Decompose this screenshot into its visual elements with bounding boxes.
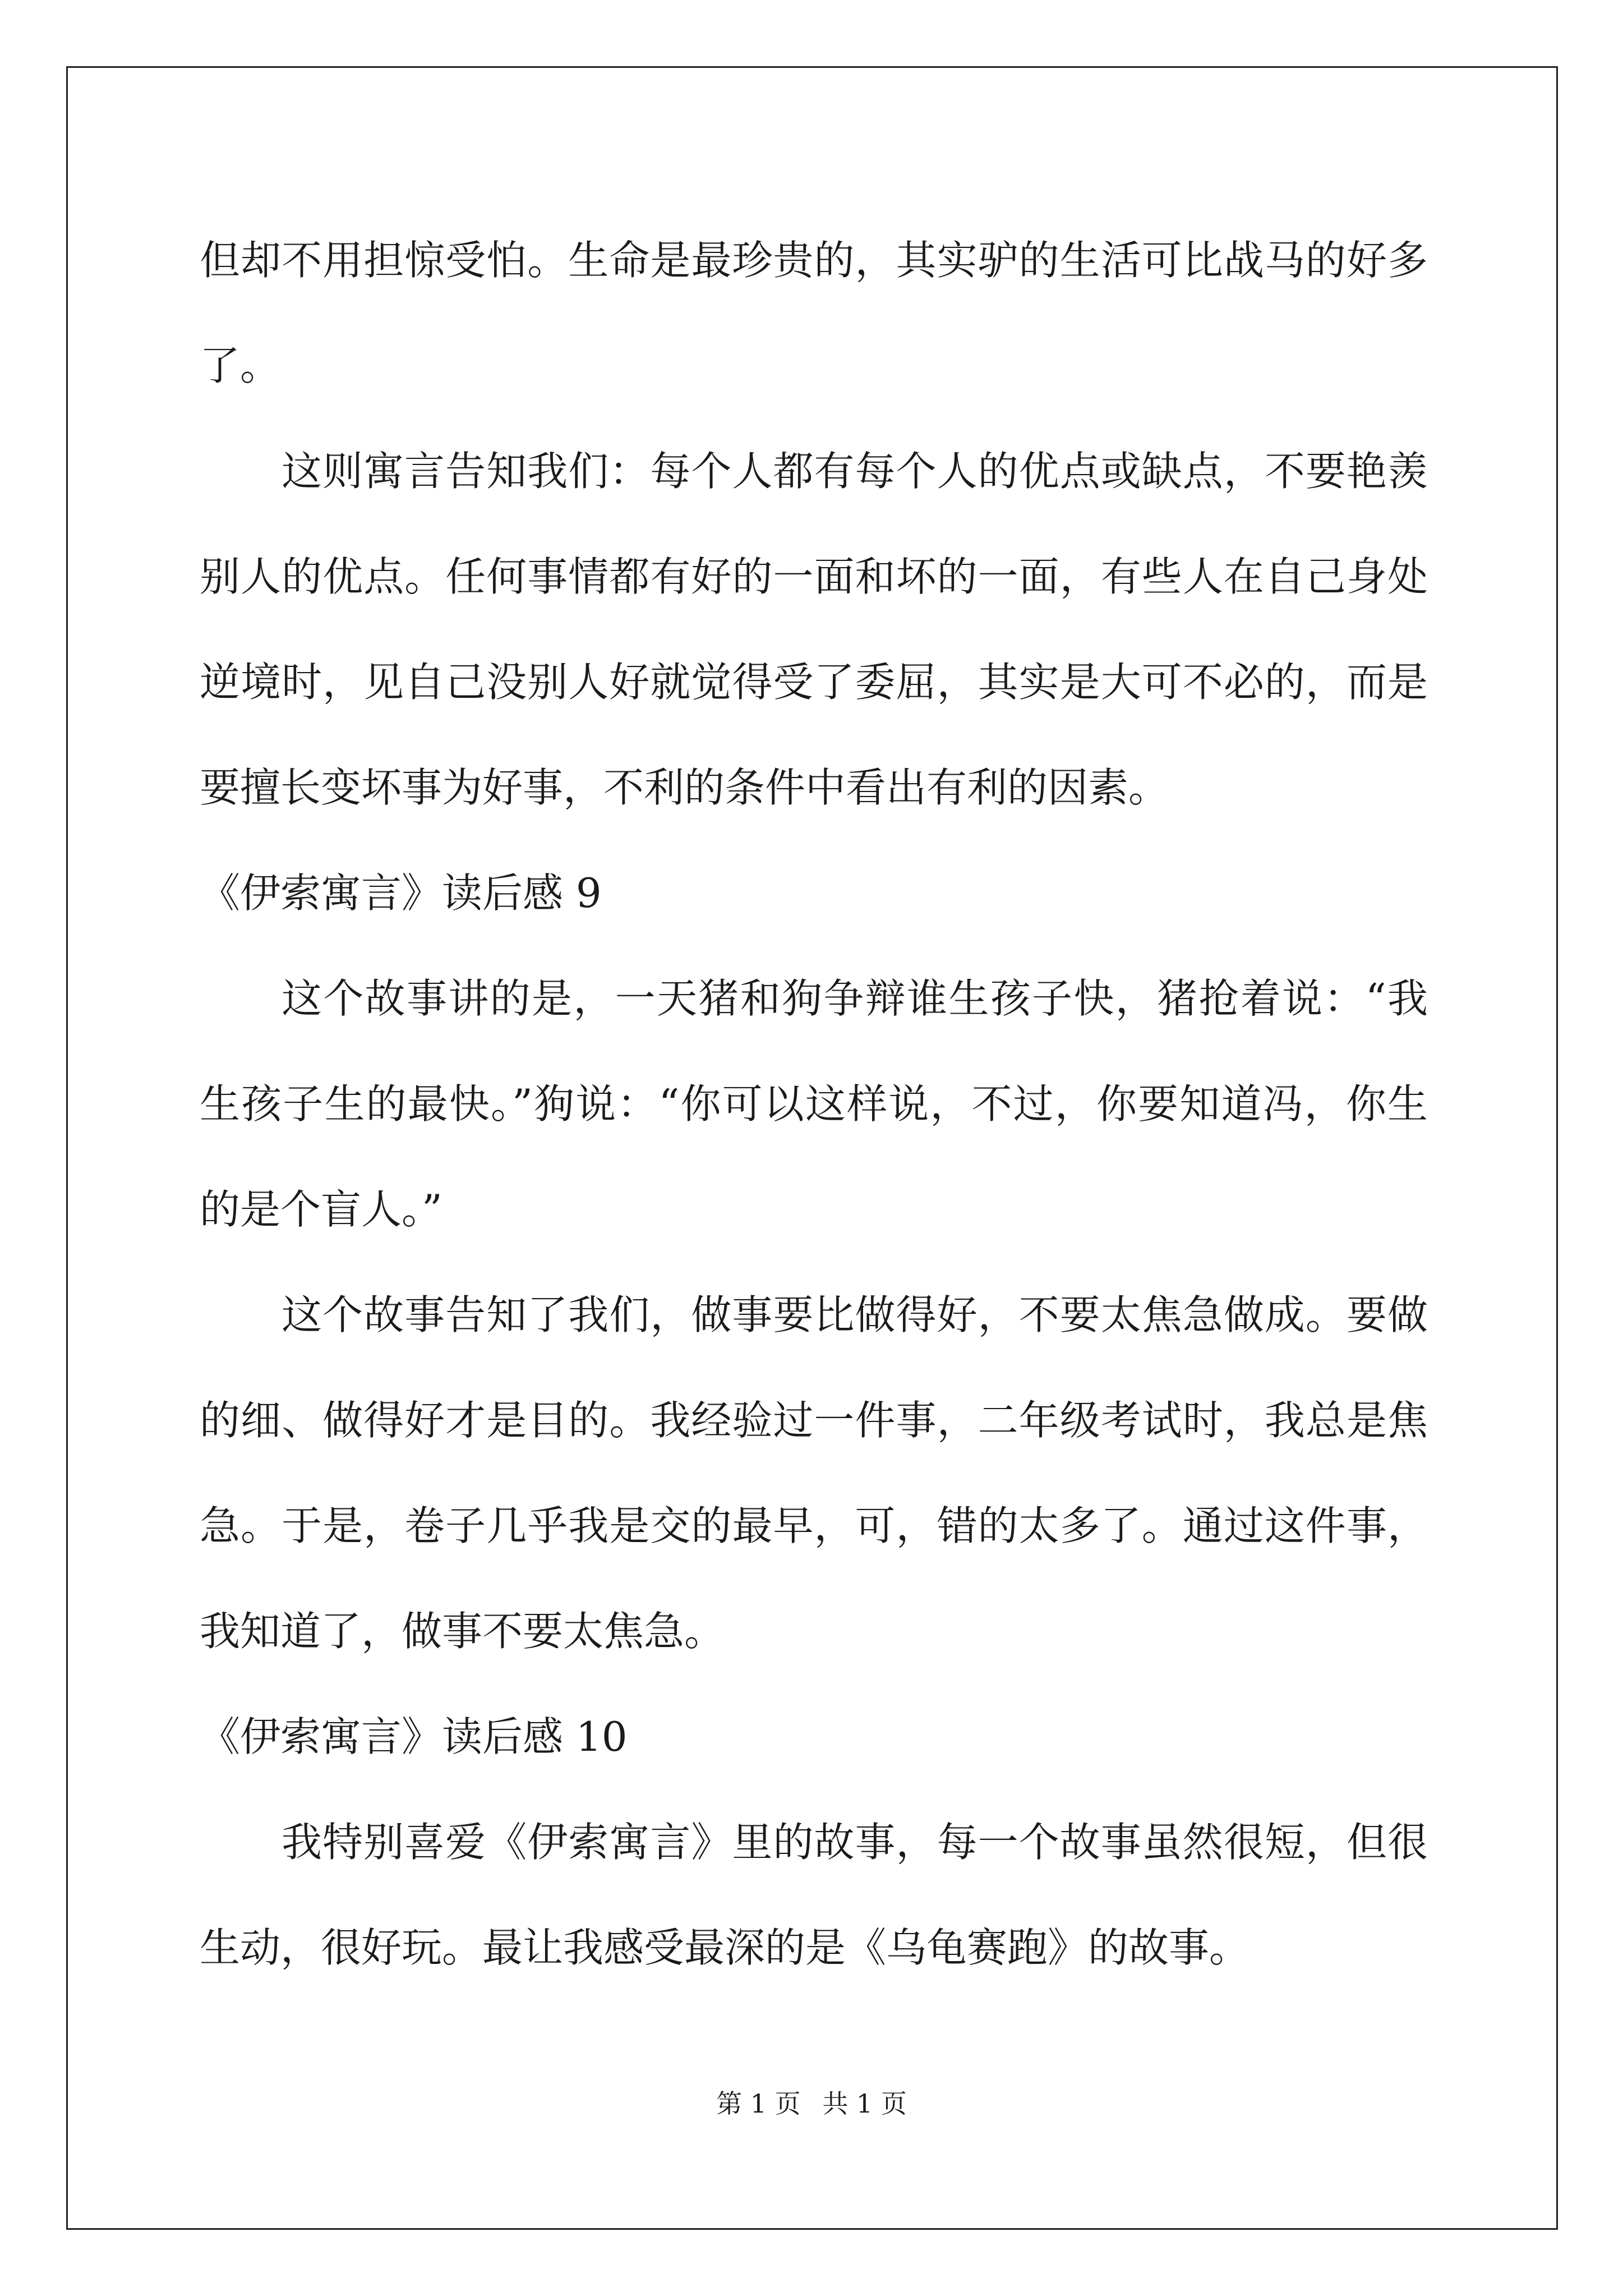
section-heading: 《伊索寓言》读后感 9 (200, 869, 602, 917)
page-total: 共 1 页 (822, 2088, 907, 2119)
page-number: 第 1 页 (716, 2088, 801, 2119)
section-heading: 《伊索寓言》读后感 10 (200, 1713, 628, 1760)
paragraph: 但却不用担惊受怕。生命是最珍贵的，其实驴的生活可比战马的好多了。 (200, 237, 1428, 389)
paragraph: 这则寓言告知我们：每个人都有每个人的优点或缺点，不要艳羡别人的优点。任何事情都有好的一面和坏的一面，有些人在自己身处逆境时，见自己没别人好就觉得受了委屈，其实是大可不必的，而是要擅长变坏事为好事，不利的条件中看出有利的因素。 (200, 448, 1428, 811)
page-footer (0, 2087, 1623, 2120)
paragraph: 这个故事讲的是，一天猪和狗争辩谁生孩子快，猪抢着说：“我生孩子生的最快。”狗说：“你可以这样说，不过，你要知道冯，你生的是个盲人。” (200, 975, 1428, 1233)
paragraph: 我特别喜爱《伊索寓言》里的故事，每一个故事虽然很短，但很生动，很好玩。最让我感受最深的是《乌龟赛跑》的故事。 (200, 1819, 1428, 1971)
document-body (200, 208, 1428, 2000)
paragraph: 这个故事告知了我们，做事要比做得好，不要太焦急做成。要做的细、做得好才是目的。我经验过一件事，二年级考试时，我总是焦急。于是，卷子几乎我是交的最早，可，错的太多了。通过这件事，我知道了，做事不要太焦急。 (200, 1291, 1428, 1655)
